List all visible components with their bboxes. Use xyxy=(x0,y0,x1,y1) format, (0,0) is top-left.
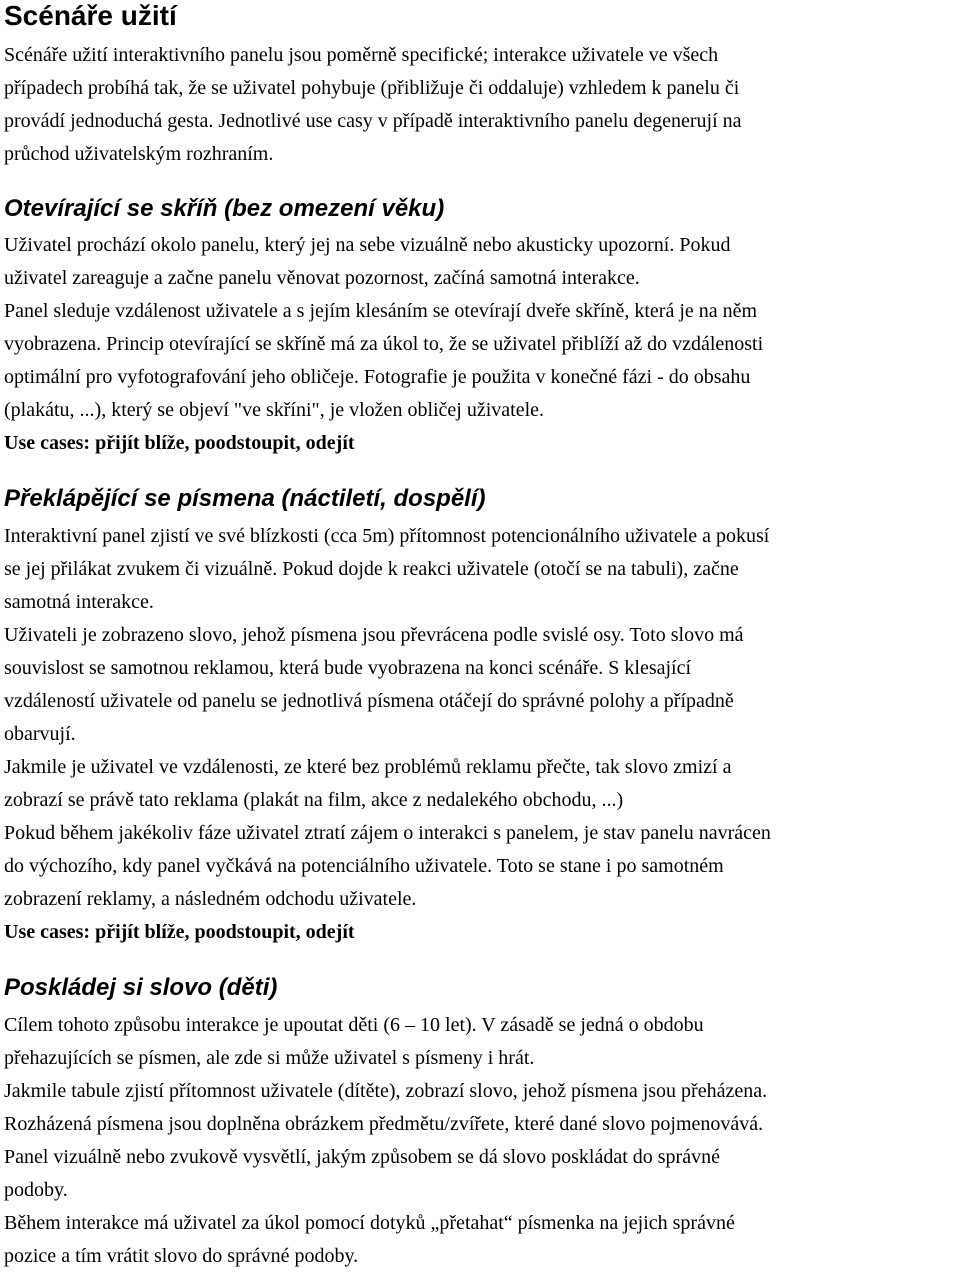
section-line: Panel vizuálně nebo zvukově vysvětlí, jakým způsobem se dá slovo poskládat do správné xyxy=(4,1146,720,1168)
use-cases-line: Use cases: přijít blíže, poodstoupit, odejít xyxy=(4,921,355,943)
use-cases-line: Use cases: přijít blíže, poodstoupit, odejít xyxy=(4,432,355,454)
section-line: optimální pro vyfotografování jeho obličeje. Fotografie je použita v konečné fázi - do obsahu xyxy=(4,366,751,388)
section-line: souvislost se samotnou reklamou, která bude vyobrazena na konci scénáře. S klesající xyxy=(4,657,692,679)
section-line: Uživatel prochází okolo panelu, který jej na sebe vizuálně nebo akusticky upozorní. Pokud xyxy=(4,234,731,256)
page-title: Scénáře užití xyxy=(4,0,177,31)
section-line: podoby. xyxy=(4,1179,68,1201)
section-line: Pokud během jakékoliv fáze uživatel ztratí zájem o interakci s panelem, je stav panelu navrácen xyxy=(4,822,771,844)
section-line: vzdáleností uživatele od panelu se jednotlivá písmena otáčejí do správné polohy a případně xyxy=(4,690,734,712)
section-line: pozice a tím vrátit slovo do správné podoby. xyxy=(4,1245,359,1267)
section-line: zobrazí se právě tato reklama (plakát na film, akce z nedalekého obchodu, ...) xyxy=(4,789,624,811)
section-line: obarvují. xyxy=(4,723,76,745)
section-line: Jakmile tabule zjistí přítomnost uživatele (dítěte), zobrazí slovo, jehož písmena jsou přeházena. xyxy=(4,1080,768,1102)
section-line: Cílem tohoto způsobu interakce je upoutat děti (6 – 10 let). V zásadě se jedná o obdobu xyxy=(4,1014,704,1036)
section-line: (plakátu, ...), který se objeví "ve skříni", je vložen obličej uživatele. xyxy=(4,399,545,421)
section-heading-preklapejici-pismena: Překlápějící se písmena (náctiletí, dospělí) xyxy=(4,485,486,512)
section-line: Jakmile je uživatel ve vzdálenosti, ze které bez problémů reklamu přečte, tak slovo zmizí a xyxy=(4,756,732,778)
section-line: do výchozího, kdy panel vyčkává na potenciálního uživatele. Toto se stane i po samotném xyxy=(4,855,724,877)
intro-line: provádí jednoduchá gesta. Jednotlivé use casy v případě interaktivního panelu degenerují na xyxy=(4,110,742,132)
section-line: Interaktivní panel zjistí ve své blízkosti (cca 5m) přítomnost potencionálního uživatele a pokusí xyxy=(4,525,770,547)
section-line: samotná interakce. xyxy=(4,591,154,613)
section-line: uživatel zareaguje a začne panelu věnovat pozornost, začíná samotná interakce. xyxy=(4,267,640,289)
section-heading-otevirajici-skrin: Otevírající se skříň (bez omezení věku) xyxy=(4,195,445,222)
section-line: přehazujících se písmen, ale zde si může uživatel s písmeny i hrát. xyxy=(4,1047,535,1069)
section-line: vyobrazena. Princip otevírající se skříně má za úkol to, že se uživatel přiblíží až do vzdálenosti xyxy=(4,333,764,355)
section-line: zobrazení reklamy, a následném odchodu uživatele. xyxy=(4,888,417,910)
intro-line: Scénáře užití interaktivního panelu jsou poměrně specifické; interakce uživatele ve všech xyxy=(4,44,719,66)
section-line: Během interakce má uživatel za úkol pomocí dotyků „přetahat“ písmenka na jejich správné xyxy=(4,1212,735,1234)
section-line: Uživateli je zobrazeno slovo, jehož písmena jsou převrácena podle svislé osy. Toto slovo má xyxy=(4,624,744,646)
intro-line: průchod uživatelským rozhraním. xyxy=(4,143,274,165)
section-heading-poskladej-slovo: Poskládej si slovo (děti) xyxy=(4,974,278,1001)
section-line: Panel sleduje vzdálenost uživatele a s jejím klesáním se otevírají dveře skříně, která je na něm xyxy=(4,300,758,322)
section-line: Rozházená písmena jsou doplněna obrázkem předmětu/zvířete, které dané slovo pojmenovává. xyxy=(4,1113,764,1135)
intro-line: případech probíhá tak, že se uživatel pohybuje (přibližuje či oddaluje) vzhledem k panelu či xyxy=(4,77,740,99)
section-line: se jej přilákat zvukem či vizuálně. Pokud dojde k reakci uživatele (otočí se na tabuli), začne xyxy=(4,558,739,580)
